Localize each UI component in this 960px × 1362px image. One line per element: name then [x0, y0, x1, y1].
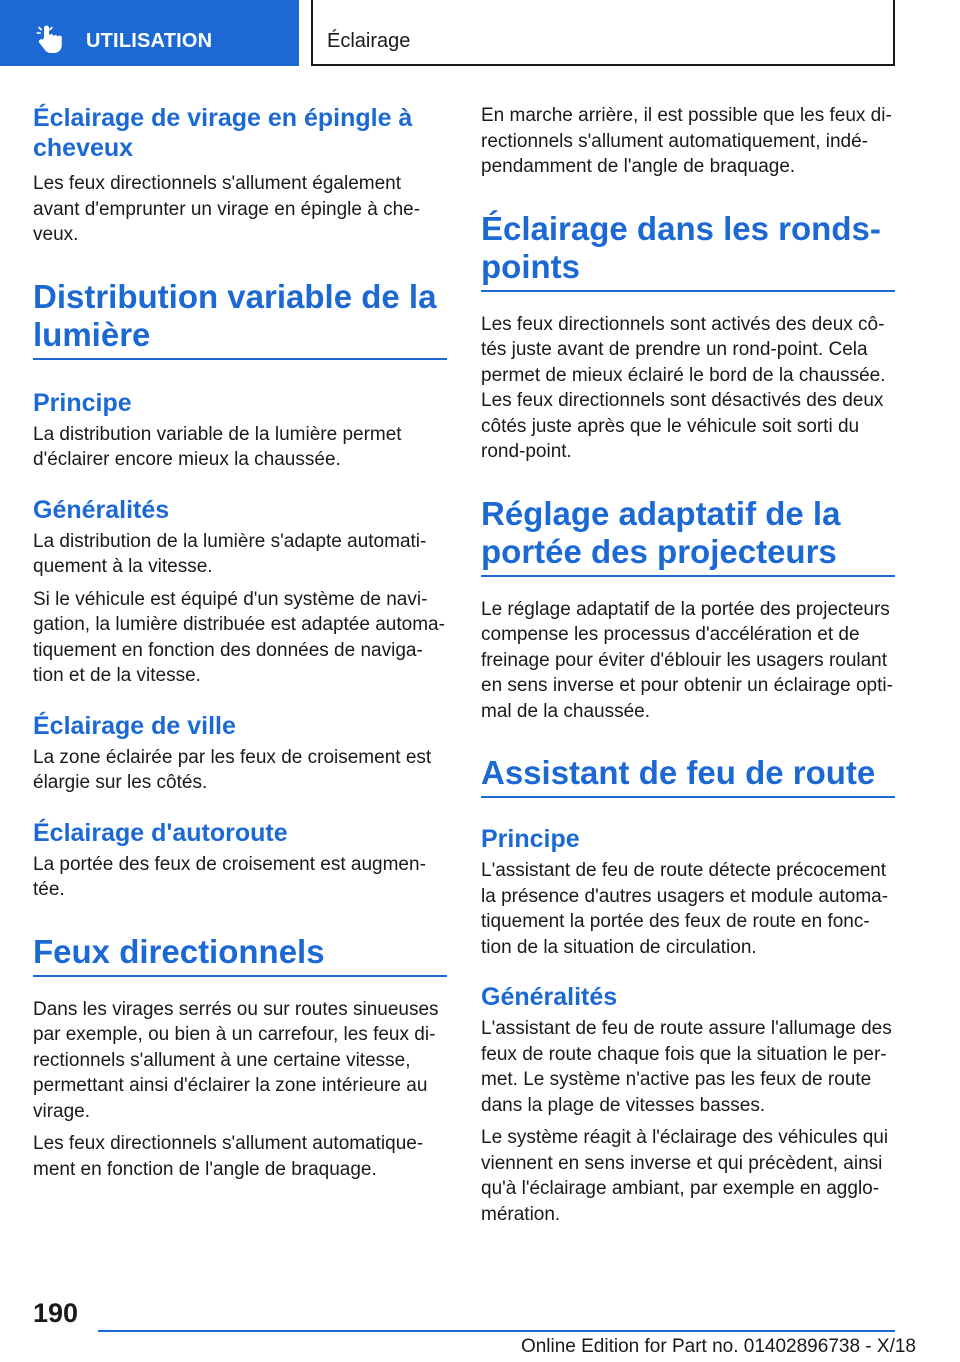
- heading-ronds-points: Éclairage dans les ronds-points: [481, 210, 895, 292]
- heading-virage-epingle: Éclairage de virage en épingle à cheveux: [33, 104, 413, 162]
- paragraph-reglage-adaptatif: Le réglage adaptatif de la portée des projecteurs compense les processus d'accélération et de freinage pour éviter d'éblouir les usagers roulant en sens inverse et pour obtenir un éclairage opti-mal de la chaussée.: [481, 598, 893, 722]
- left-column: [33, 100, 447, 1182]
- heading-assistant-feu-route: Assistant de feu de route: [481, 754, 895, 798]
- heading-generalites-assistant: Généralités: [481, 983, 618, 1011]
- heading-eclairage-autoroute: Éclairage d'autoroute: [33, 818, 288, 847]
- chapter-label: UTILISATION: [86, 30, 213, 52]
- paragraph-principe: La distribution variable de la lumière permet d'éclairer encore mieux la chaussée.: [33, 423, 402, 470]
- heading-feux-directionnels: Feux directionnels: [33, 933, 447, 977]
- paragraph-marche-arriere: En marche arrière, il est possible que les feux di-rectionnels s'allument automatiquement, indé-pendamment de l'angle de braquage.: [481, 105, 892, 177]
- hand-pointer-icon: [36, 24, 64, 54]
- right-column: [481, 100, 895, 1227]
- paragraph-generalites-1: La distribution de la lumière s'adapte automati-quement à la vitesse.: [33, 530, 427, 577]
- heading-principe-assistant: Principe: [481, 825, 580, 853]
- page-number: 190: [33, 1298, 79, 1328]
- paragraph-eclairage-ville: La zone éclairée par les feux de croisement est élargie sur les côtés.: [33, 746, 432, 793]
- paragraph-eclairage-autoroute: La portée des feux de croisement est augmen-tée.: [33, 853, 426, 900]
- section-label: Éclairage: [327, 30, 411, 52]
- heading-reglage-adaptatif: Réglage adaptatif de la portée des projecteurs: [481, 495, 895, 577]
- paragraph-generalites-assistant-2: Le système réagit à l'éclairage des véhicules qui viennent en sens inverse et qui précèdent, ainsi qu'à l'éclairage ambiant, par exemple en agglo-mération.: [481, 1127, 889, 1225]
- heading-principe: Principe: [33, 388, 132, 417]
- heading-distribution-variable: Distribution variable de la lumière: [33, 278, 447, 360]
- heading-eclairage-ville: Éclairage de ville: [33, 711, 236, 740]
- paragraph-ronds-points: Les feux directionnels sont activés des deux cô-tés juste avant de prendre un rond-point. Cela permet de mieux éclairé le bord de la chaussée. Les feux directionnels sont désactivés des deux côtés juste après que le véhicule soit sorti du rond-point.: [481, 313, 886, 462]
- chapter-tab[interactable]: [0, 0, 299, 66]
- edition-note: Online Edition for Part no. 01402896738 - X/18: [520, 1336, 916, 1357]
- paragraph-virage-epingle: Les feux directionnels s'allument également avant d'emprunter un virage en épingle à che-veux.: [33, 173, 421, 245]
- paragraph-feux-directionnels-2: Les feux directionnels s'allument automatique-ment en fonction de l'angle de braquage.: [33, 1133, 424, 1180]
- paragraph-generalites-assistant-1: L'assistant de feu de route assure l'allumage des feux de route chaque fois que la situation le per-met. Le système n'active pas les feux de route dans la plage de vitesses basses.: [481, 1018, 892, 1116]
- paragraph-feux-directionnels-1: Dans les virages serrés ou sur routes sinueuses par exemple, ou bien à un carrefour, les feux di-rectionnels s'allument à une certaine vitesse, permettant ainsi d'éclairer la zone intérieure au virage.: [33, 998, 439, 1122]
- paragraph-generalites-2: Si le véhicule est équipé d'un système de navi-gation, la lumière distribuée est adaptée automa-tiquement en fonction des données de naviga-tion et de la vitesse.: [33, 588, 445, 686]
- paragraph-principe-assistant: L'assistant de feu de route détecte précocement la présence d'autres usagers et module automa-tiquement la portée des feux de route en fonc-tion de la situation de circulation.: [481, 860, 889, 958]
- page-header: [0, 0, 960, 66]
- heading-generalites: Généralités: [33, 495, 170, 524]
- footer-divider: [98, 1330, 895, 1332]
- section-tab[interactable]: [311, 0, 895, 66]
